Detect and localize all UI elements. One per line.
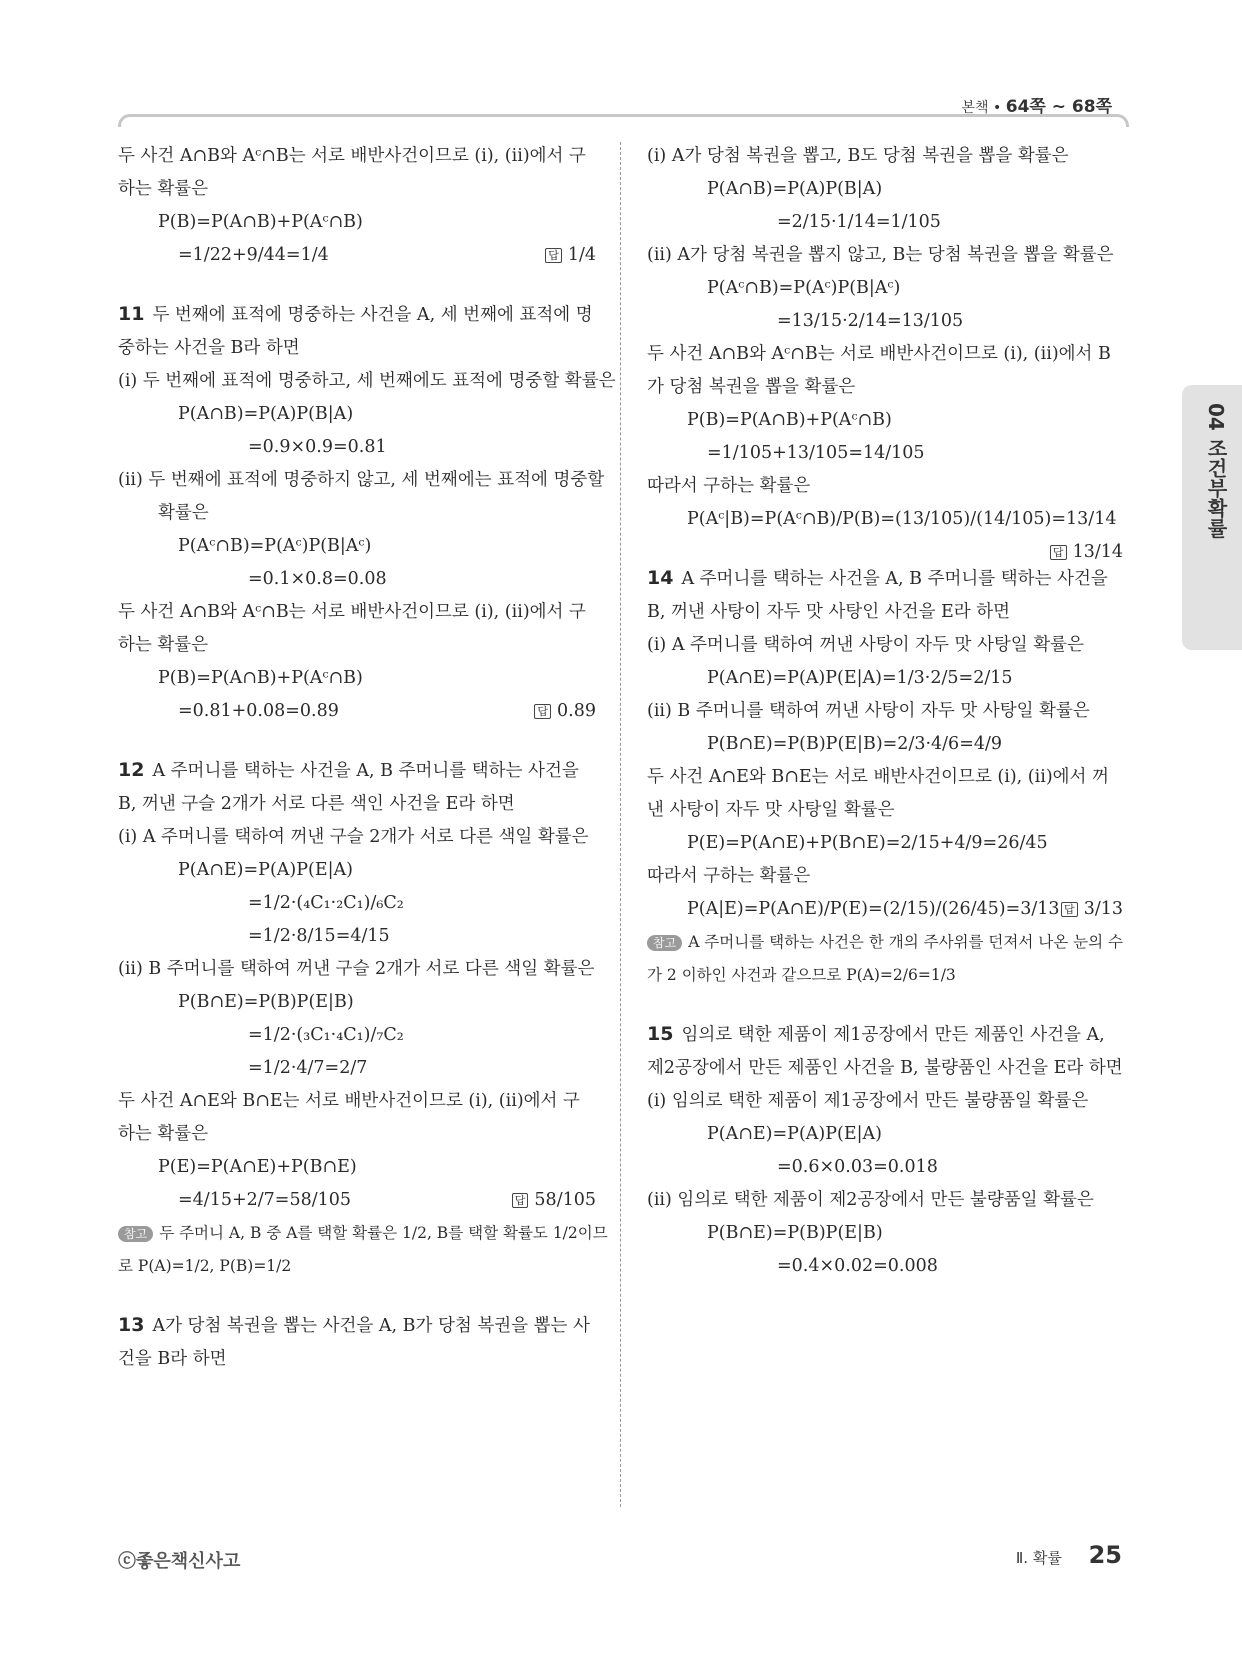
text-line: 두 사건 A∩B와 Aᶜ∩B는 서로 배반사건이므로 (i), (ii)에서 구 [118, 146, 586, 166]
text-line: 따라서 구하는 확률은 [647, 866, 811, 886]
answer-mark: 답 [534, 704, 551, 719]
text-line: (ii) 두 번째에 표적에 명중하지 않고, 세 번째에는 표적에 명중할 [118, 470, 605, 490]
text-line: 두 사건 A∩B와 Aᶜ∩B는 서로 배반사건이므로 (i), (ii)에서 구 [118, 602, 586, 622]
formula-line: =13/15·2/14=13/105 [777, 311, 964, 331]
answer-mark: 답 [1061, 902, 1078, 917]
formula-line: =0.9×0.9=0.81 [248, 437, 387, 457]
text-line: (i) A 주머니를 택하여 꺼낸 구슬 2개가 서로 다른 색일 확률은 [118, 827, 589, 847]
answer-mark: 답 [545, 248, 562, 263]
problem-12-intro: 12 A 주머니를 택하는 사건을 A, B 주머니를 택하는 사건을 [118, 759, 579, 781]
spacer [118, 1283, 596, 1309]
answer-mark: 답 [512, 1193, 529, 1208]
text-line: 확률은 [158, 503, 209, 523]
text-line: 낸 사탕이 자두 맛 사탕일 확률은 [647, 800, 895, 820]
formula-line: =0.81+0.08=0.89 답 0.89 [118, 695, 596, 728]
formula-line: P(Aᶜ|B)=P(Aᶜ∩B)/P(B)=(13/105)/(14/105)=13/14 답 13/14 [647, 503, 1123, 536]
header-range: 64쪽 ~ 68쪽 [1005, 97, 1112, 117]
answer-13: 답 13/14 [1050, 536, 1123, 569]
note-line: 참고 두 주머니 A, B 중 A를 택할 확률은 1/2, B를 택할 확률도 1/2이므 [118, 1217, 596, 1250]
section-label: Ⅱ. 확률 [1015, 1549, 1062, 1567]
note-badge: 참고 [647, 935, 682, 951]
note-badge: 참고 [118, 1226, 153, 1242]
chapter-tab [1182, 385, 1242, 650]
formula-line: =2/15·1/14=1/105 [777, 212, 941, 232]
formula-line: P(B)=P(A∩B)+P(Aᶜ∩B) [158, 212, 363, 232]
note-line: 가 2 이하인 사건과 같으므로 P(A)=2/6=1/3 [647, 966, 956, 984]
text-line: 하는 확률은 [118, 635, 209, 655]
text-line: 가 당첨 복권을 뽑을 확률은 [647, 377, 856, 397]
answer-mark: 답 [1050, 545, 1067, 560]
text-line: (i) 두 번째에 표적에 명중하고, 세 번째에도 표적에 명중할 확률은 [118, 371, 616, 391]
answer-10: 답 1/4 [545, 239, 596, 272]
formula-line: P(A∩E)=P(A)P(E|A)=1/3·2/5=2/15 [707, 668, 1013, 688]
formula-line: =0.1×0.8=0.08 [248, 569, 387, 589]
text-line: B, 꺼낸 사탕이 자두 맛 사탕인 사건을 E라 하면 [647, 602, 1011, 622]
formula-line: =0.4×0.02=0.008 [777, 1256, 938, 1276]
formula-line: P(Aᶜ∩B)=P(Aᶜ)P(B|Aᶜ) [707, 278, 901, 298]
page-footer [1016, 1541, 1122, 1569]
formula-line: P(Aᶜ∩B)=P(Aᶜ)P(B|Aᶜ) [178, 536, 372, 556]
text-line: 제2공장에서 만든 제품인 사건을 B, 불량품인 사건을 E라 하면 [647, 1058, 1123, 1078]
publisher-logo: ⓒ좋은책신사고 [118, 1551, 241, 1572]
text-line: 따라서 구하는 확률은 [647, 476, 811, 496]
problem-15-intro: 15 임의로 택한 제품이 제1공장에서 만든 제품인 사건을 A, [647, 1023, 1105, 1045]
formula-line: =1/2·8/15=4/15 [248, 926, 390, 946]
text-line: (ii) B 주머니를 택하여 꺼낸 사탕이 자두 맛 사탕일 확률은 [647, 701, 1090, 721]
spacer [647, 992, 1123, 1018]
formula-line: =1/2·4/7=2/7 [248, 1058, 368, 1078]
problem-14-intro: 14 A 주머니를 택하는 사건을 A, B 주머니를 택하는 사건을 [647, 567, 1108, 589]
problem-number: 15 [647, 1023, 674, 1045]
formula-line: P(A∩B)=P(A)P(B|A) [178, 404, 354, 424]
problem-number: 12 [118, 759, 145, 781]
formula-line: P(B∩E)=P(B)P(E|B)=2/3·4/6=4/9 [707, 734, 1003, 754]
text-line: (ii) A가 당첨 복권을 뽑지 않고, B는 당첨 복권을 뽑을 확률은 [647, 245, 1114, 265]
problem-number: 14 [647, 567, 674, 589]
text-line: (i) A가 당첨 복권을 뽑고, B도 당첨 복권을 뽑을 확률은 [647, 146, 1069, 166]
text-line: (i) A 주머니를 택하여 꺼낸 사탕이 자두 맛 사탕일 확률은 [647, 635, 1084, 655]
problem-number: 13 [118, 1314, 145, 1336]
formula-line: =1/22+9/44=1/4 답 1/4 [118, 239, 596, 272]
formula-line: P(E)=P(A∩E)+P(B∩E) [158, 1157, 357, 1177]
header-prefix: 본책 • [961, 100, 1002, 116]
text-line: (i) 임의로 택한 제품이 제1공장에서 만든 불량품일 확률은 [647, 1091, 1089, 1111]
formula-line: =1/105+13/105=14/105 [707, 443, 925, 463]
text-line: 하는 확률은 [118, 1124, 209, 1144]
chapter-tab-label: 04 조건부확률 [1204, 403, 1228, 538]
text-line: B, 꺼낸 구슬 2개가 서로 다른 색인 사건을 E라 하면 [118, 794, 515, 814]
formula-line: P(A∩E)=P(A)P(E|A) [707, 1124, 882, 1144]
formula-line: P(B∩E)=P(B)P(E|B) [178, 992, 354, 1012]
text-line: 중하는 사건을 B라 하면 [118, 338, 300, 358]
column-divider [620, 142, 621, 1507]
text-line: 두 사건 A∩B와 Aᶜ∩B는 서로 배반사건이므로 (i), (ii)에서 B [647, 344, 1111, 364]
formula-line: P(A|E)=P(A∩E)/P(E)=(2/15)/(26/45)=3/13 답 3/13 [647, 893, 1123, 926]
text-line: 두 사건 A∩E와 B∩E는 서로 배반사건이므로 (i), (ii)에서 꺼 [647, 767, 1109, 787]
answer-12: 답 58/105 [512, 1184, 596, 1217]
formula-line: P(A∩E)=P(A)P(E|A) [178, 860, 353, 880]
formula-line: P(B)=P(A∩B)+P(Aᶜ∩B) [158, 668, 363, 688]
top-rule [118, 114, 1129, 127]
page-number: 25 [1088, 1541, 1122, 1569]
spacer [118, 728, 596, 754]
formula-line: P(A∩B)=P(A)P(B|A) [707, 179, 883, 199]
answer-14: 답 3/13 [1061, 893, 1123, 926]
problem-11-intro: 11 두 번째에 표적에 명중하는 사건을 A, 세 번째에 표적에 명 [118, 303, 593, 325]
formula-line: =4/15+2/7=58/105 답 58/105 [118, 1184, 596, 1217]
formula-line: P(B)=P(A∩B)+P(Aᶜ∩B) [687, 410, 892, 430]
formula-line: P(E)=P(A∩E)+P(B∩E)=2/15+4/9=26/45 [687, 833, 1048, 853]
problem-13-intro: 13 A가 당첨 복권을 뽑는 사건을 A, B가 당첨 복권을 뽑는 사 [118, 1314, 590, 1336]
text-line: 건을 B라 하면 [118, 1349, 227, 1369]
formula-line: P(B∩E)=P(B)P(E|B) [707, 1223, 883, 1243]
text-line: (ii) 임의로 택한 제품이 제2공장에서 만든 불량품일 확률은 [647, 1190, 1094, 1210]
problem-number: 11 [118, 303, 145, 325]
formula-line: =1/2·(₄C₁·₂C₁)/₆C₂ [248, 893, 404, 913]
formula-line: =1/2·(₃C₁·₄C₁)/₇C₂ [248, 1025, 404, 1045]
note-line: 참고 A 주머니를 택하는 사건은 한 개의 주사위를 던져서 나온 눈의 수 [647, 926, 1123, 959]
right-column [647, 140, 1123, 1283]
left-column [118, 140, 616, 1376]
text-line: 두 사건 A∩E와 B∩E는 서로 배반사건이므로 (i), (ii)에서 구 [118, 1091, 580, 1111]
spacer [118, 272, 596, 298]
text-line: 하는 확률은 [118, 179, 209, 199]
formula-line: =0.6×0.03=0.018 [777, 1157, 938, 1177]
answer-11: 답 0.89 [534, 695, 596, 728]
note-line: 로 P(A)=1/2, P(B)=1/2 [118, 1257, 292, 1275]
text-line: (ii) B 주머니를 택하여 꺼낸 구슬 2개가 서로 다른 색일 확률은 [118, 959, 595, 979]
